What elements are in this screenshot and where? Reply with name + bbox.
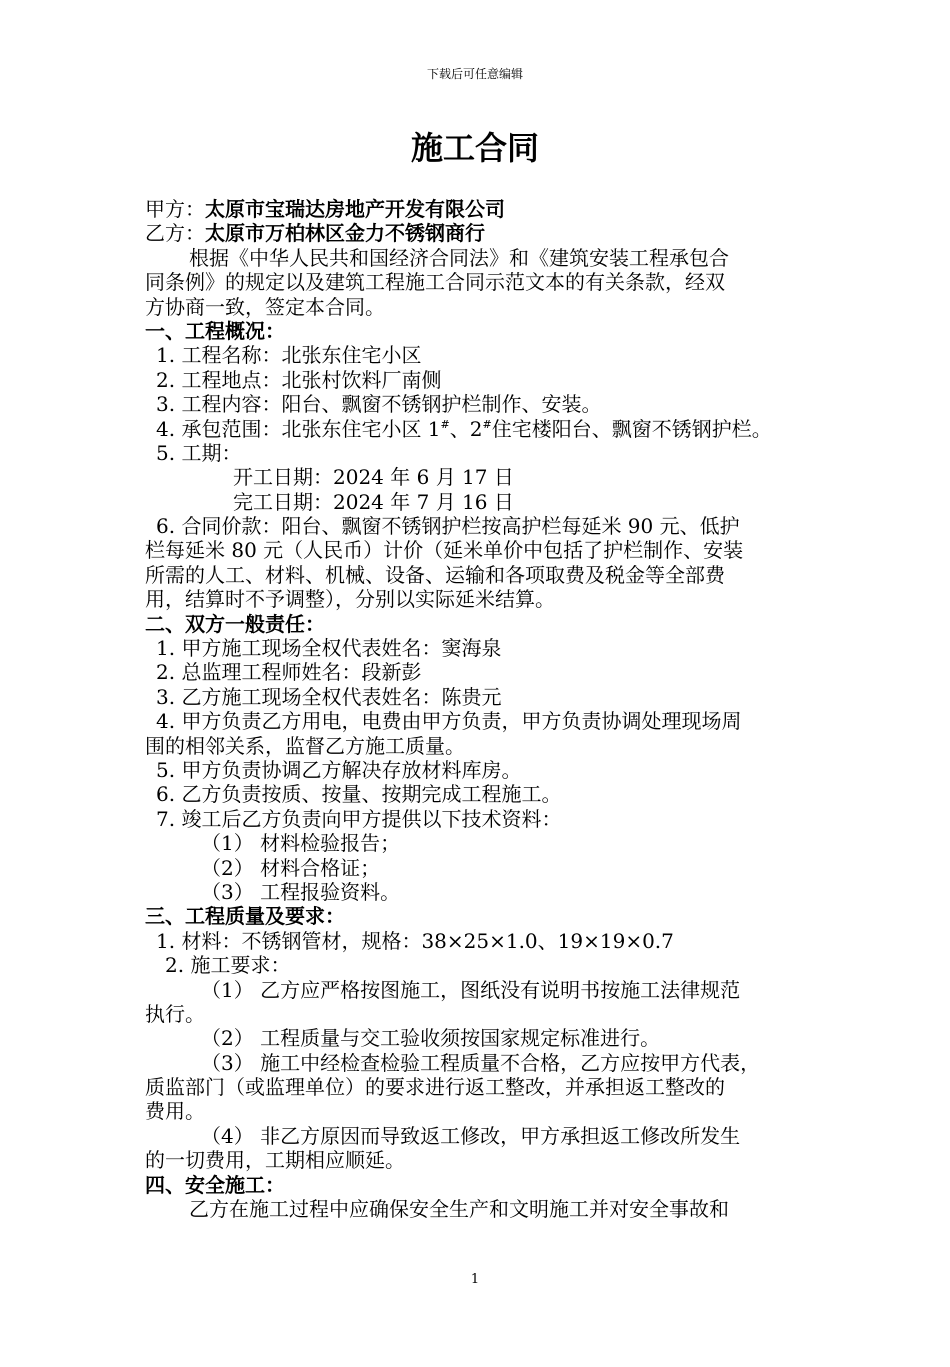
requirement-line: 的一切费用，工期相应顺延。: [145, 1148, 405, 1173]
section-2-item: 围的相邻关系，监督乙方施工质量。: [145, 733, 465, 758]
section-2-item: 4. 甲方负责乙方用电，电费由甲方负责，甲方负责协调处理现场周: [156, 709, 742, 734]
scope-text: 、2: [449, 416, 483, 441]
section-4-paragraph: 乙方在施工过程中应确保安全生产和文明施工并对安全事故和: [189, 1197, 729, 1222]
party-a-label: 甲方：: [145, 197, 205, 221]
tech-doc-item: （3） 工程报验资料。: [201, 879, 401, 904]
section-1-item-scope: [145, 417, 815, 441]
scope-text: 4. 承包范围：北张东住宅小区 1: [156, 416, 441, 441]
section-1-heading: 一、工程概况：: [145, 318, 285, 343]
start-date: 开工日期：2024 年 6 月 17 日: [233, 465, 514, 490]
section-3-item: 1. 材料：不锈钢管材，规格：38×25×1.0、19×19×0.7: [156, 928, 674, 953]
section-1-item: 5. 工期：: [156, 440, 242, 465]
requirement-line: 费用。: [145, 1099, 205, 1124]
contract-body: [145, 197, 815, 1221]
party-b-label: 乙方：: [145, 221, 205, 246]
contract-price-line: 栏每延米 80 元（人民币）计价（延米单价中包括了护栏制作、安装: [145, 538, 744, 563]
preamble-line: 根据《中华人民共和国经济合同法》和《建筑安装工程承包合: [189, 245, 729, 270]
section-2-item: 6. 乙方负责按质、按量、按期完成工程施工。: [156, 782, 562, 807]
building-no-mark: #: [440, 417, 450, 431]
requirement-line: （1） 乙方应严格按图施工，图纸没有说明书按施工法律规范: [201, 977, 741, 1002]
section-4-heading: 四、安全施工：: [145, 1172, 285, 1197]
requirement-line: 执行。: [145, 1001, 205, 1026]
requirement-line: （3） 施工中经检查检验工程质量不合格，乙方应按甲方代表，: [201, 1050, 761, 1075]
party-b-name: 太原市万柏林区金力不锈钢商行: [205, 221, 485, 246]
section-2-item: 7. 竣工后乙方负责向甲方提供以下技术资料：: [156, 806, 562, 831]
requirement-line: （2） 工程质量与交工验收须按国家规定标准进行。: [201, 1026, 661, 1051]
scope-text: 住宅楼阳台、飘窗不锈钢护栏。: [491, 416, 772, 441]
section-3-item: 2. 施工要求：: [165, 953, 291, 978]
section-2-item: 1. 甲方施工现场全权代表姓名：窦海泉: [156, 636, 502, 661]
page-number: 1: [470, 1272, 480, 1287]
requirement-line: （4） 非乙方原因而导致返工修改，甲方承担返工修改所发生: [201, 1123, 741, 1148]
tech-doc-item: （2） 材料合格证；: [201, 855, 381, 880]
party-a-line: [145, 197, 815, 221]
party-a-name: 太原市宝瑞达房地产开发有限公司: [205, 197, 505, 221]
party-b-line: [145, 221, 815, 245]
preamble-line: 同条例》的规定以及建筑工程施工合同示范文本的有关条款，经双: [145, 270, 725, 295]
contract-price-line: 6. 合同价款：阳台、飘窗不锈钢护栏按高护栏每延米 90 元、低护: [156, 514, 740, 539]
section-1-item: 1. 工程名称：北张东住宅小区: [156, 343, 422, 368]
section-2-item: 5. 甲方负责协调乙方解决存放材料库房。: [156, 757, 522, 782]
contract-price-line: 所需的人工、材料、机械、设备、运输和各项取费及税金等全部费: [145, 562, 725, 587]
section-1-item: 3. 工程内容：阳台、飘窗不锈钢护栏制作、安装。: [156, 392, 602, 417]
section-2-item: 2. 总监理工程师姓名：段新彭: [156, 660, 422, 685]
section-2-item: 3. 乙方施工现场全权代表姓名：陈贵元: [156, 684, 502, 709]
tech-doc-item: （1） 材料检验报告；: [201, 831, 401, 856]
section-2-heading: 二、双方一般责任：: [145, 611, 325, 636]
section-1-item: 2. 工程地点：北张村饮料厂南侧: [156, 367, 442, 392]
header-note: 下载后可任意编辑: [426, 67, 523, 81]
building-no-mark: #: [482, 417, 492, 431]
end-date: 完工日期：2024 年 7 月 16 日: [233, 489, 514, 514]
document-title: 施工合同: [410, 129, 539, 167]
section-3-heading: 三、工程质量及要求：: [145, 904, 345, 929]
preamble-line: 方协商一致，签定本合同。: [145, 294, 385, 319]
contract-price-line: 用，结算时不予调整），分别以实际延米结算。: [145, 587, 555, 612]
requirement-line: 质监部门（或监理单位）的要求进行返工整改，并承担返工整改的: [145, 1075, 725, 1100]
